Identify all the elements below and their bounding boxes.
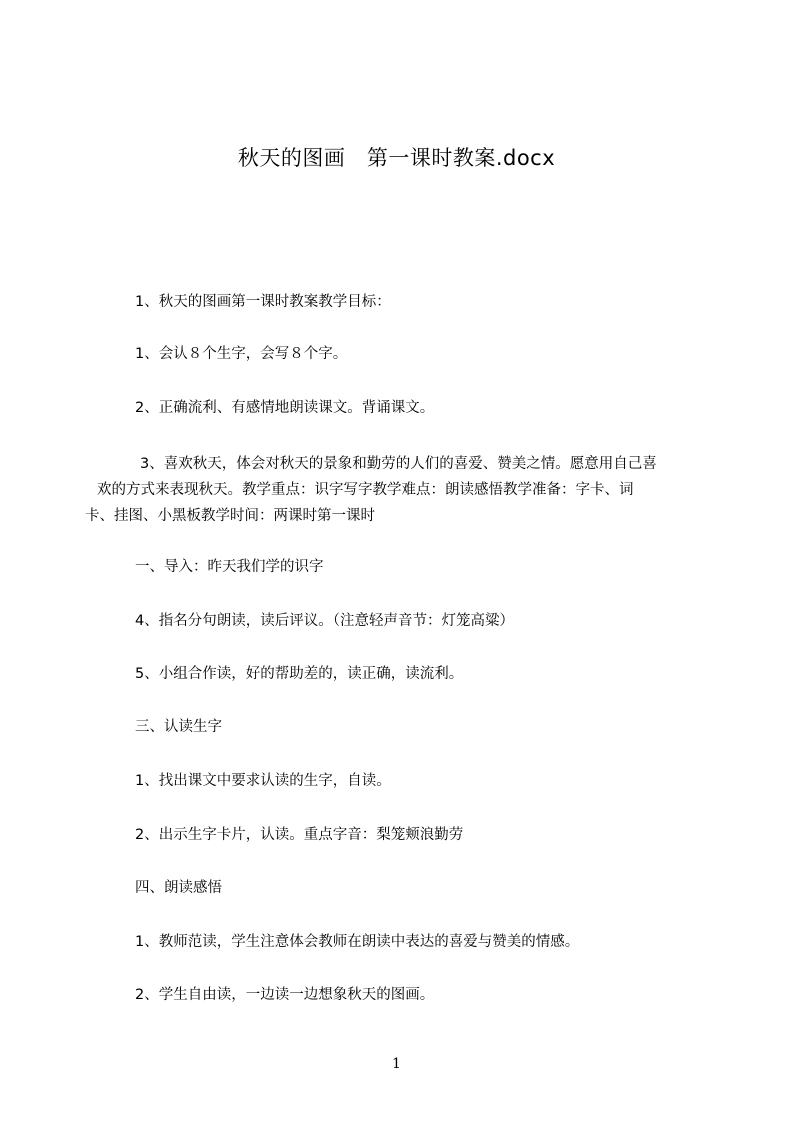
paragraph-show-cards: 2、出示生字卡片，认读。重点字音：梨笼颊浪勤劳 — [135, 827, 464, 843]
paragraph-goal-1: 1、会认８个生字，会写８个字。 — [135, 346, 348, 362]
paragraph-goal-3-line-3: 卡、挂图、小黑板教学时间：两课时第一课时 — [85, 508, 375, 524]
paragraph-teacher-reading: 1、教师范读，学生注意体会教师在朗读中表达的喜爱与赞美的情感。 — [135, 934, 580, 950]
paragraph-goal-3-line-1: 3、喜欢秋天，体会对秋天的景象和勤劳的人们的喜爱、赞美之情。愿意用自己喜 — [140, 456, 657, 472]
paragraph-step-5: 5、小组合作读，好的帮助差的，读正确，读流利。 — [135, 666, 464, 682]
paragraph-goal-3 — [85, 451, 705, 529]
paragraph-teaching-goals: 1、秋天的图画第一课时教案教学目标： — [135, 294, 391, 310]
paragraph-goal-3-line-2: 欢的方式来表现秋天。教学重点：识字写字教学难点：朗读感悟教学准备：字卡、词 — [97, 482, 634, 498]
paragraph-find-characters: 1、找出课文中要求认读的生字，自读。 — [135, 773, 391, 789]
section-heading-reading: 四、朗读感悟 — [135, 880, 222, 896]
paragraph-student-reading: 2、学生自由读，一边读一边想象秋天的图画。 — [135, 987, 435, 1003]
paragraph-step-4: 4、指名分句朗读，读后评议。（注意轻声音节：灯笼高粱） — [135, 613, 514, 629]
page-number: 1 — [392, 1056, 401, 1072]
paragraph-goal-2: 2、正确流利、有感情地朗读课文。背诵课文。 — [135, 400, 435, 416]
section-heading-introduction: 一、导入：昨天我们学的识字 — [135, 559, 324, 575]
section-heading-recognize-characters: 三、认读生字 — [135, 719, 222, 735]
document-title: 秋天的图画 第一课时教案.docx — [237, 146, 556, 170]
